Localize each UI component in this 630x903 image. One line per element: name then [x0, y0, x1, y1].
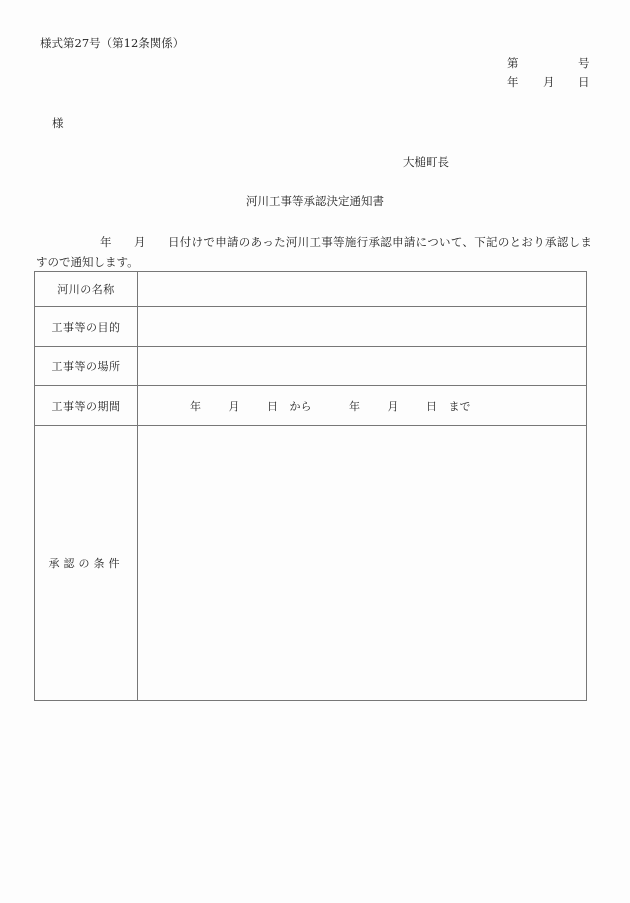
doc-no-suffix: 号: [578, 56, 590, 70]
addressee-suffix: 様: [52, 116, 64, 130]
table-row-location: [35, 347, 587, 386]
body-year: 年: [100, 235, 112, 249]
period-from-label: から: [289, 399, 312, 413]
body-text-line2: すので通知します。: [36, 255, 139, 269]
table-row-period: [35, 386, 587, 426]
date-month: 月: [543, 75, 555, 89]
period-from-year: 年: [190, 399, 201, 413]
approval-table: [34, 271, 587, 701]
table-row-conditions: [35, 426, 587, 701]
value-conditions[interactable]: [138, 426, 587, 701]
label-purpose: 工事等の目的: [35, 307, 138, 347]
sender-name: 大槌町長: [403, 155, 449, 169]
period-to-year: 年: [349, 399, 360, 413]
period-from-month: 月: [228, 399, 240, 413]
value-purpose[interactable]: [138, 307, 587, 347]
label-river-name: 河川の名称: [35, 272, 138, 307]
period-to-label: まで: [448, 399, 471, 413]
period-from-day: 日: [267, 399, 278, 413]
body-text-line1: 日付けで申請のあった河川工事等施行承認申請について、下記のとおり承認しま: [168, 235, 593, 249]
period-to-month: 月: [387, 399, 399, 413]
label-period: 工事等の期間: [35, 386, 138, 426]
value-river-name[interactable]: [138, 272, 587, 307]
date-day: 日: [578, 75, 590, 89]
doc-no-prefix: 第: [507, 56, 519, 70]
document-title: 河川工事等承認決定通知書: [246, 194, 384, 208]
label-location: 工事等の場所: [35, 347, 138, 386]
table-row-purpose: [35, 307, 587, 347]
body-month: 月: [134, 235, 146, 249]
value-location[interactable]: [138, 347, 587, 386]
form-number: 様式第27号（第12条関係）: [40, 36, 185, 50]
value-period[interactable]: [138, 386, 587, 426]
label-conditions: 承認の条件: [35, 426, 138, 701]
period-to-day: 日: [426, 399, 437, 413]
table-row-river-name: [35, 272, 587, 307]
date-year: 年: [507, 75, 519, 89]
